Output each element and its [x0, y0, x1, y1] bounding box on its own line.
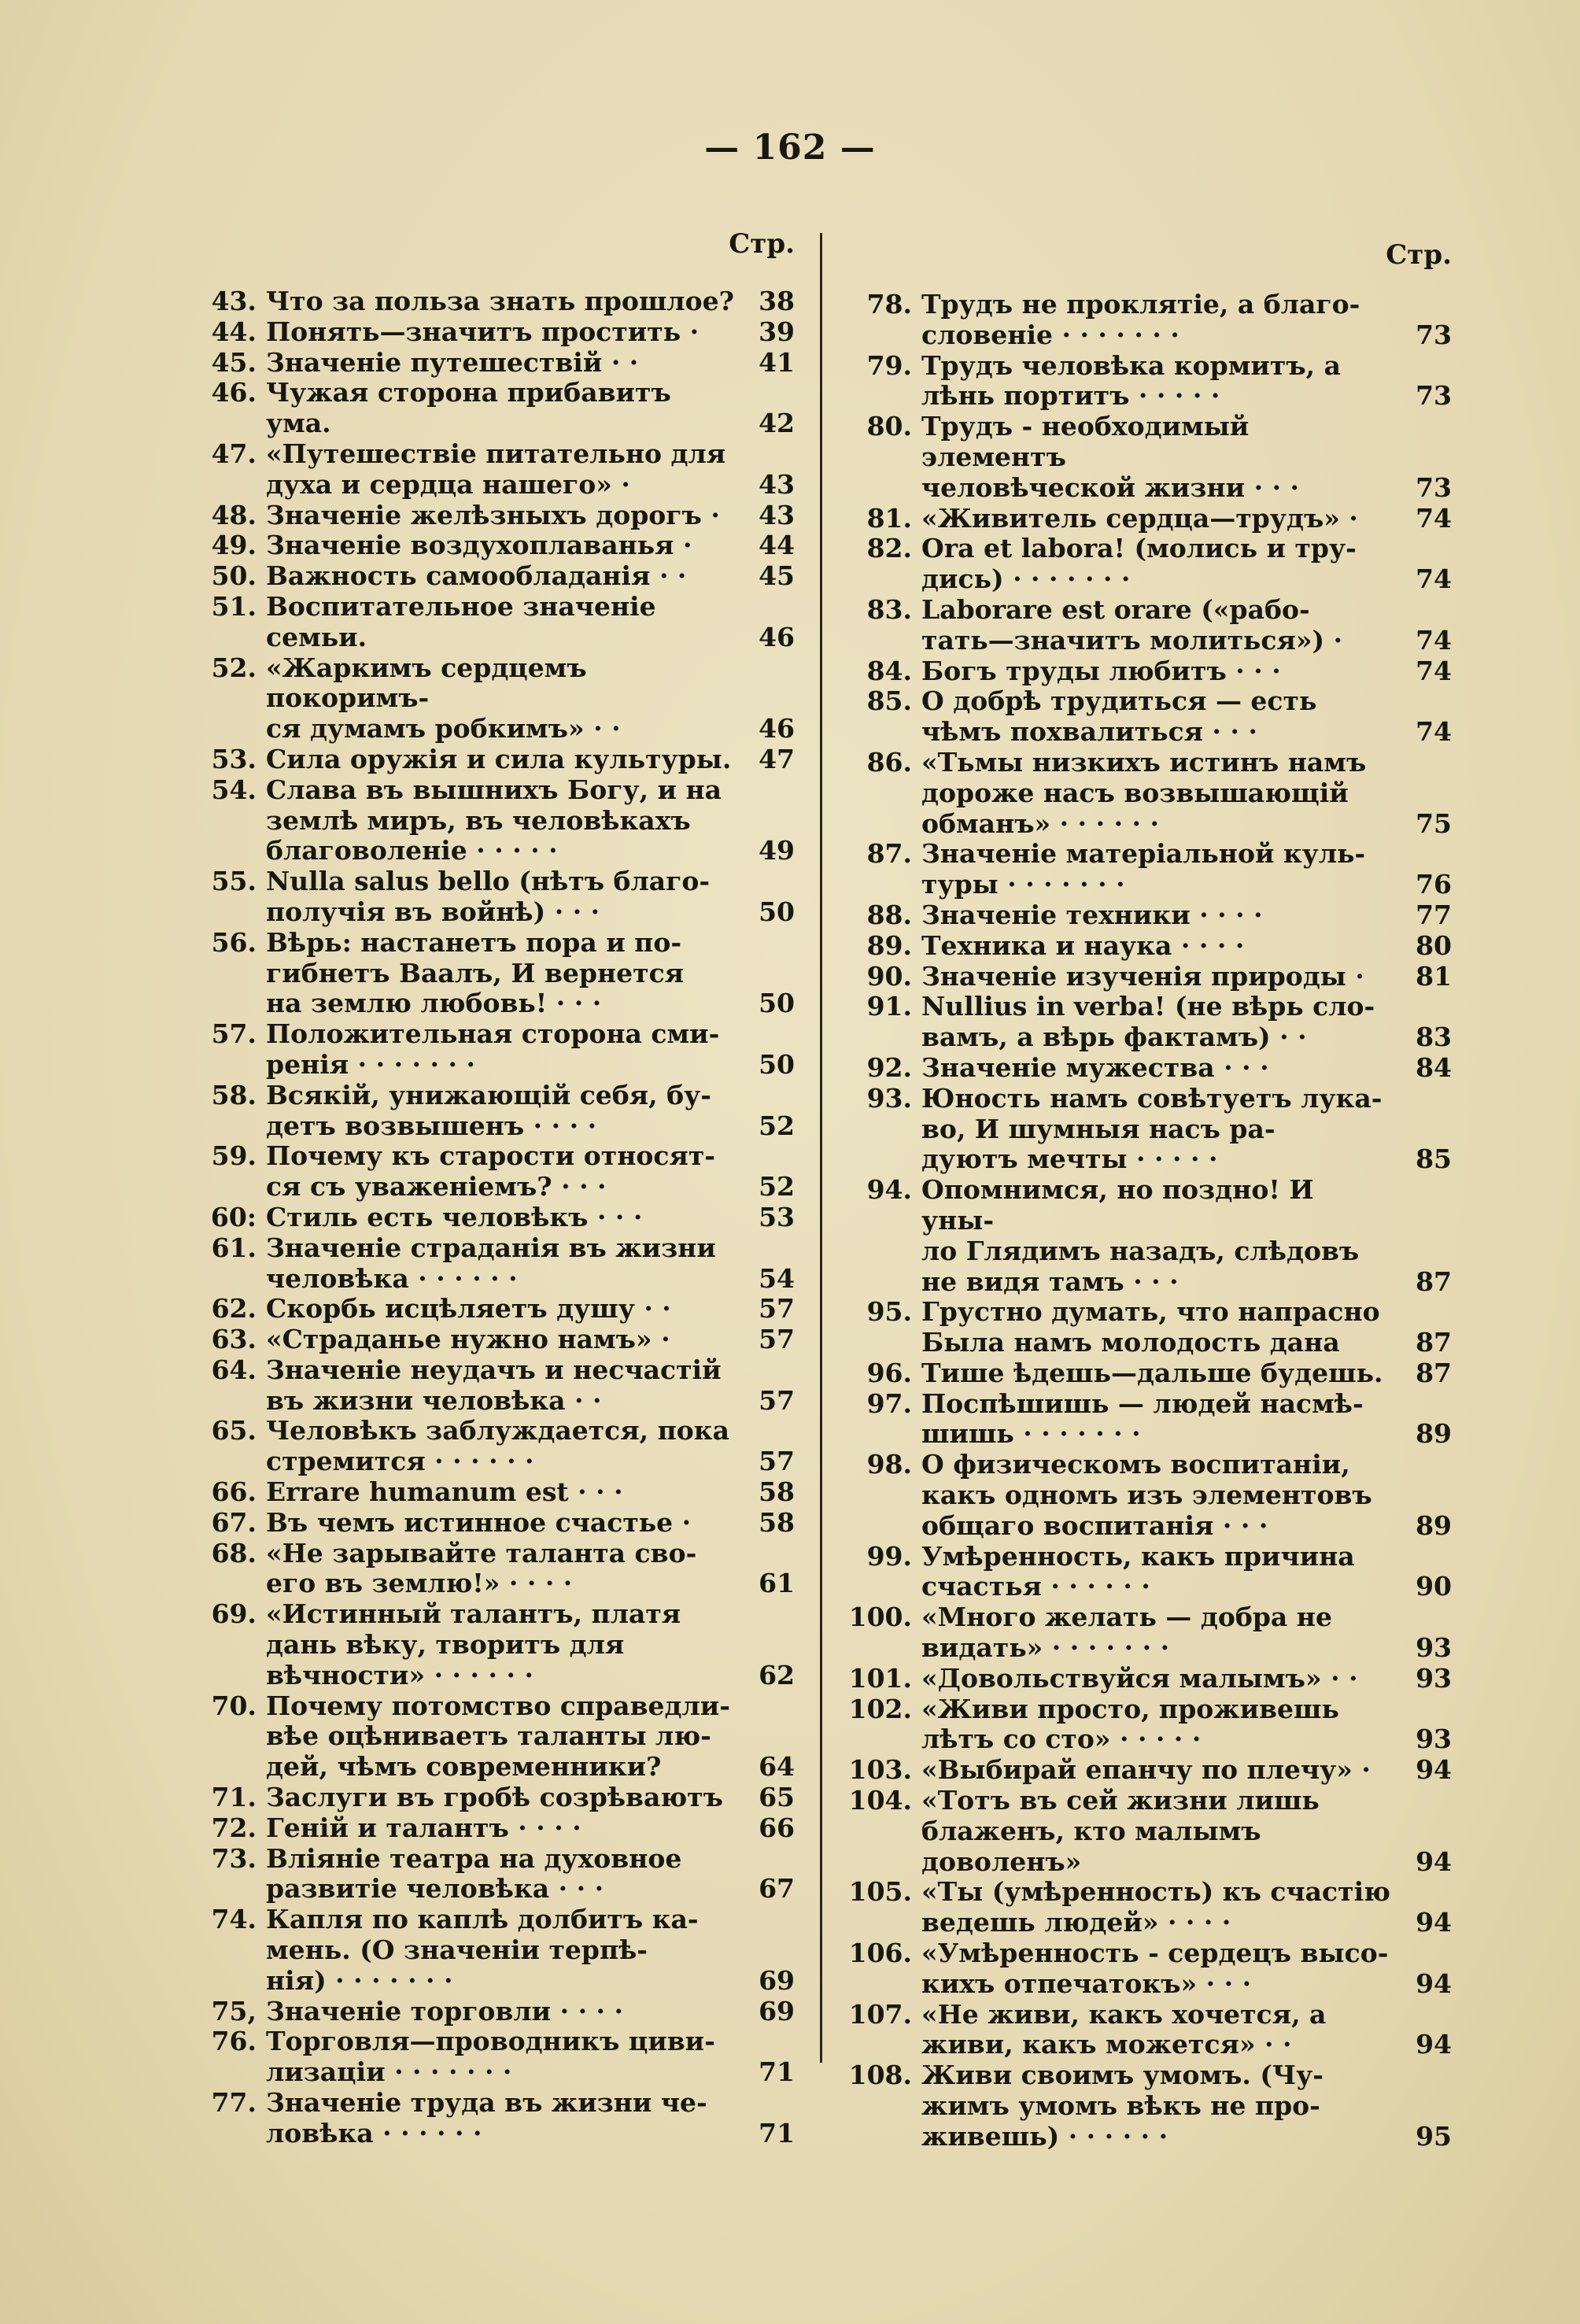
entry-title: Важность самообладанія · ·	[266, 560, 687, 592]
entry-title: Значеніе страданія въ жизни человѣка · · · · · ·	[266, 1232, 716, 1294]
entry-number: 84.	[866, 655, 912, 686]
column-divider	[820, 233, 822, 2063]
toc-entry	[206, 1599, 795, 1690]
entry-page: 74	[1416, 502, 1452, 534]
toc-entry	[854, 656, 1452, 687]
toc-entry	[854, 290, 1452, 351]
entry-title: Laborare est orare («рабо- тать—значитъ молиться») ·	[921, 593, 1343, 656]
entry-number: 54.	[211, 774, 257, 805]
entry-page: 46	[759, 713, 795, 744]
entry-page: 73	[1416, 319, 1452, 350]
toc-entry	[206, 348, 795, 379]
entry-number: 107.	[848, 1998, 912, 2030]
toc-entry	[206, 378, 795, 439]
entry-number: 65.	[211, 1415, 257, 1446]
toc-entry	[206, 928, 795, 1019]
entry-title: «Истинный талантъ, платя дань вѣку, творитъ для вѣчности» · · · · · ·	[266, 1598, 681, 1690]
entry-page: 67	[759, 1873, 795, 1905]
page-column-header: Стр.	[729, 228, 795, 260]
toc-entry	[848, 2060, 1452, 2152]
toc-entry	[206, 653, 795, 744]
entry-title: «Тотъ въ сей жизни лишь блаженъ, кто малымъ доволенъ»	[921, 1785, 1320, 1877]
entry-title: Значеніе желѣзныхъ дорогъ ·	[266, 499, 720, 530]
entry-title: «Умѣренность - сердецъ высо- кихъ отпечатокъ» · · ·	[921, 1938, 1389, 1999]
entry-number: 81.	[866, 502, 912, 534]
entry-page: 57	[759, 1384, 795, 1416]
toc-entry	[206, 439, 795, 501]
toc-entry	[206, 1508, 795, 1539]
entry-page: 75	[1416, 807, 1452, 839]
entry-page: 94	[1416, 1967, 1452, 1999]
entry-title: Значеніе матеріальной куль- туры · · · · · · ·	[921, 838, 1366, 900]
entry-number: 59.	[211, 1140, 257, 1172]
toc-entry	[854, 1297, 1452, 1358]
entry-number: 61.	[211, 1232, 257, 1263]
entry-page: 44	[759, 530, 795, 561]
entry-title: Значеніе торговли · · · ·	[266, 1995, 624, 2027]
entry-number: 105.	[848, 1876, 912, 1908]
entry-title: Стиль есть человѣкъ · · ·	[266, 1201, 643, 1232]
entry-number: 73.	[211, 1842, 257, 1874]
toc-entry	[206, 1783, 795, 1813]
entry-number: 66.	[211, 1476, 257, 1508]
entry-title: Значеніе изученія природы ·	[921, 960, 1364, 992]
entry-page: 43	[759, 468, 795, 500]
entry-page: 93	[1416, 1662, 1452, 1694]
toc-entry	[854, 839, 1452, 900]
entry-page: 80	[1416, 929, 1452, 961]
toc-entry	[854, 1542, 1452, 1603]
toc-entry	[854, 595, 1452, 656]
entry-number: 79.	[866, 349, 912, 381]
entry-page: 52	[759, 1171, 795, 1203]
entry-title: Воспитательное значеніе семьи.	[266, 590, 656, 652]
entry-title: Всякій, унижающій себя, бу- детъ возвышенъ · · · ·	[266, 1079, 711, 1141]
entry-title: Ora et labora! (молись и тру- дись) · · · · · · ·	[921, 533, 1357, 595]
entry-page: 71	[759, 2056, 795, 2088]
entry-page: 53	[759, 1201, 795, 1232]
page-column-header: Стр.	[1386, 239, 1452, 271]
entry-number: 50.	[211, 560, 257, 592]
toc-entry	[854, 1175, 1452, 1297]
toc-entry	[854, 900, 1452, 931]
entry-number: 62.	[211, 1293, 257, 1325]
entry-number: 101.	[848, 1662, 912, 1694]
entry-page: 84	[1416, 1051, 1452, 1083]
toc-entry	[206, 2088, 795, 2149]
entry-title: Почему потомство справедли- вѣе оцѣниваетъ таланты лю- дей, чѣмъ современники?	[266, 1690, 730, 1783]
entry-title: Вѣрь: настанетъ пора и по- гибнетъ Ваалъ, И вернется на землю любовь! · · ·	[266, 926, 685, 1019]
entry-number: 102.	[848, 1693, 912, 1724]
entry-title: «Не живи, какъ хочется, а живи, какъ можется» · ·	[921, 1998, 1327, 2060]
entry-page: 87	[1416, 1327, 1452, 1358]
entry-page: 50	[759, 988, 795, 1019]
entry-number: 57.	[211, 1018, 257, 1050]
entry-number: 64.	[211, 1354, 257, 1385]
toc-entry	[206, 1416, 795, 1477]
entry-number: 97.	[866, 1387, 912, 1419]
entry-number: 74.	[211, 1904, 257, 1935]
entry-title: Опомнимся, но поздно! И уны- ло Глядимъ назадъ, слѣдовъ не видя тамъ · · ·	[921, 1174, 1360, 1297]
entry-title: Сила оружія и сила культуры.	[266, 743, 732, 774]
entry-number: 63.	[211, 1324, 257, 1355]
toc-entry	[848, 1754, 1452, 1786]
toc-entry	[848, 1785, 1452, 1877]
toc-entry	[206, 1141, 795, 1203]
entry-number: 47.	[211, 438, 257, 469]
toc-entry	[206, 1539, 795, 1600]
entry-title: Nullius in verba! (не вѣрь сло- вамъ, а вѣрь фактамъ) · ·	[921, 991, 1375, 1053]
entry-title: Понять—значитъ простить ·	[266, 316, 700, 347]
entry-number: 78.	[866, 289, 912, 320]
toc-entry	[206, 1294, 795, 1325]
entry-page: 73	[1416, 380, 1452, 412]
entry-title: Техника и наука · · · ·	[921, 929, 1245, 961]
page-number: — 162 —	[704, 127, 876, 168]
entry-title: Живи своимъ умомъ. (Чу- жимъ умомъ вѣкъ не про- живешь) · · · · · ·	[921, 2060, 1323, 2152]
entry-number: 85.	[866, 685, 912, 717]
entry-title: Значеніе путешествій · ·	[266, 346, 639, 378]
entry-number: 68.	[211, 1537, 257, 1568]
toc-entry	[206, 592, 795, 653]
toc-entry	[206, 1997, 795, 2027]
entry-number: 104.	[848, 1785, 912, 1816]
toc-entry	[848, 1938, 1452, 2000]
entry-page: 46	[759, 621, 795, 652]
entry-number: 48.	[211, 499, 257, 530]
entry-title: Заслуги въ гробѣ созрѣваютъ	[266, 1782, 723, 1813]
entry-number: 69.	[211, 1598, 257, 1630]
entry-number: 44.	[211, 316, 257, 347]
entry-page: 49	[759, 835, 795, 866]
entry-number: 87.	[866, 838, 912, 870]
entry-page: 95	[1416, 2120, 1452, 2152]
toc-entry	[206, 1905, 795, 1996]
entry-title: Человѣкъ заблуждается, пока стремится · · · · · ·	[266, 1415, 729, 1477]
toc-entry	[848, 1998, 1452, 2061]
entry-page: 74	[1416, 655, 1452, 686]
entry-page: 39	[759, 316, 795, 347]
entry-page: 83	[1416, 1022, 1452, 1053]
entry-page: 69	[759, 1964, 795, 1996]
toc-entry	[206, 744, 795, 775]
toc-entry	[854, 351, 1452, 412]
entry-page: 41	[759, 346, 795, 378]
toc-entry	[206, 1081, 795, 1142]
entry-title: «Живи просто, проживешь лѣтъ со сто» · · · · ·	[921, 1693, 1339, 1755]
entry-page: 77	[1416, 899, 1452, 930]
entry-title: «Тьмы низкихъ истинъ намъ дороже насъ возвышающій обманъ» · · · · · ·	[921, 746, 1367, 839]
entry-number: 70.	[211, 1690, 257, 1721]
entry-number: 80.	[866, 411, 912, 442]
entry-title: Значеніе мужества · · ·	[921, 1051, 1269, 1083]
toc-entry	[854, 748, 1452, 839]
entry-number: 88.	[866, 899, 912, 930]
entry-title: Трудъ человѣка кормитъ, а лѣнь портитъ · · · · ·	[921, 349, 1341, 412]
entry-title: Торговля—проводникъ циви- лизаціи · · · · · · ·	[266, 2026, 715, 2088]
entry-title: Богъ труды любитъ · · ·	[921, 655, 1281, 686]
entry-title: О добрѣ трудиться — есть чѣмъ похвалиться · · ·	[921, 685, 1317, 748]
toc-entry	[848, 1876, 1452, 1938]
entry-number: 45.	[211, 346, 257, 378]
entry-number: 96.	[866, 1357, 912, 1388]
entry-title: Чужая сторона прибавитъ ума.	[266, 377, 671, 439]
entry-number: 55.	[211, 866, 257, 897]
entry-title: Скорбь исцѣляетъ душу · ·	[266, 1293, 671, 1325]
entry-page: 87	[1416, 1265, 1452, 1297]
entry-title: «Ты (умѣренность) къ счастію ведешь людей» · · · ·	[921, 1876, 1390, 1938]
entry-page: 62	[759, 1659, 795, 1690]
entry-page: 43	[759, 499, 795, 530]
entry-number: 58.	[211, 1079, 257, 1110]
entry-page: 38	[759, 286, 795, 316]
entry-page: 94	[1416, 1846, 1452, 1877]
entry-page: 61	[759, 1568, 795, 1599]
toc-entry	[854, 686, 1452, 748]
entry-title: Трудъ не проклятіе, а благо- словеніе · · · · · · ·	[921, 289, 1360, 350]
entry-number: 99.	[866, 1540, 912, 1572]
entry-page: 64	[759, 1751, 795, 1783]
entry-title: Капля по каплѣ долбитъ ка- мень. (О значеніи терпѣ- нія) · · · · · · ·	[266, 1904, 699, 1996]
entry-title: «Выбирай епанчу по плечу» ·	[921, 1754, 1371, 1786]
entry-number: 46.	[211, 377, 257, 408]
entry-number: 71.	[211, 1782, 257, 1813]
entry-number: 72.	[211, 1812, 257, 1843]
entry-title: Значеніе неудачъ и несчастій въ жизни человѣка · ·	[266, 1354, 722, 1416]
toc-entry	[848, 1693, 1452, 1756]
entry-page: 87	[1416, 1357, 1452, 1388]
toc-entry	[206, 1691, 795, 1783]
entry-title: «Путешествіе питательно для духа и сердца нашего» ·	[266, 438, 726, 500]
entry-title: Юность намъ совѣтуетъ лука- во, И шумныя насъ ра- дуютъ мечты · · · · ·	[921, 1082, 1382, 1175]
entry-page: 42	[759, 408, 795, 439]
toc-entry	[206, 1233, 795, 1295]
entry-title: «Живитель сердца—трудъ» ·	[921, 502, 1358, 534]
entry-title: Трудъ - необходимый элементъ человѣческой жизни · · ·	[921, 411, 1300, 503]
entry-page: 74	[1416, 563, 1452, 595]
entry-page: 57	[759, 1293, 795, 1325]
entry-number: 86.	[866, 746, 912, 778]
entry-number: 56.	[211, 926, 257, 958]
toc-entry	[206, 2027, 795, 2088]
toc-entry	[854, 534, 1452, 595]
entry-number: 49.	[211, 530, 257, 561]
entry-number: 89.	[866, 929, 912, 961]
toc-entry	[206, 1844, 795, 1905]
entry-number: 83.	[866, 593, 912, 625]
entry-number: 91.	[866, 991, 912, 1022]
entry-page: 94	[1416, 2029, 1452, 2060]
entry-page: 52	[759, 1110, 795, 1141]
entry-title: Вліяніе театра на духовное развитіе человѣка · · ·	[266, 1842, 682, 1905]
entry-number: 60:	[210, 1201, 257, 1232]
entry-title: О физическомъ воспитаніи, какъ одномъ изъ элементовъ общаго воспитанія · · ·	[921, 1449, 1372, 1541]
toc-entry	[206, 1019, 795, 1081]
entry-title: Тише ѣдешь—дальше будешь.	[921, 1357, 1383, 1388]
toc-entry	[206, 1325, 795, 1355]
entry-number: 100.	[848, 1602, 912, 1633]
entry-page: 50	[759, 896, 795, 927]
entry-title: «Жаркимъ сердцемъ покоримъ- ся думамъ робкимъ» · ·	[266, 652, 621, 744]
entry-page: 93	[1416, 1724, 1452, 1755]
toc-entry	[854, 1053, 1452, 1084]
entry-page: 89	[1416, 1418, 1452, 1450]
entry-number: 51.	[211, 590, 257, 622]
entry-page: 85	[1416, 1144, 1452, 1175]
entry-title: Errare humanum est · · ·	[266, 1476, 623, 1508]
toc-entry	[854, 1358, 1452, 1389]
toc-entry	[206, 775, 795, 866]
entry-title: Положительная сторона сми- ренія · · · · · · ·	[266, 1018, 720, 1080]
entry-title: Поспѣшишь — людей насмѣ- шишь · · · · · · ·	[921, 1387, 1364, 1450]
entry-number: 106.	[848, 1938, 912, 1969]
entry-title: «Не зарывайте таланта сво- его въ землю!» · · · ·	[266, 1537, 697, 1599]
entry-title: Что за польза знать прошлое?	[266, 286, 735, 316]
entry-number: 90.	[866, 960, 912, 992]
entry-title: Значеніе воздухоплаванья ·	[266, 530, 692, 561]
toc-entry	[854, 1084, 1452, 1175]
entry-number: 52.	[211, 652, 257, 683]
toc-entry	[206, 1203, 795, 1233]
entry-title: «Довольствуйся малымъ» · ·	[921, 1662, 1358, 1694]
entry-page: 94	[1416, 1754, 1452, 1786]
entry-page: 81	[1416, 960, 1452, 992]
entry-page: 47	[759, 743, 795, 774]
toc-entry	[206, 530, 795, 561]
toc-entry	[848, 1602, 1452, 1664]
entry-number: 103.	[848, 1754, 912, 1786]
toc-entry	[854, 1450, 1452, 1541]
entry-number: 95.	[866, 1296, 912, 1328]
entry-title: Въ чемъ истинное счастье ·	[266, 1506, 692, 1538]
entry-page: 58	[759, 1476, 795, 1508]
entry-title: «Страданье нужно намъ» ·	[266, 1324, 670, 1355]
entry-page: 50	[759, 1048, 795, 1080]
entry-page: 94	[1416, 1907, 1452, 1938]
entry-number: 76.	[211, 2026, 257, 2057]
entry-number: 75,	[211, 1995, 257, 2027]
entry-number: 94.	[866, 1174, 912, 1206]
entry-page: 66	[759, 1812, 795, 1843]
entry-title: Почему къ старости относят- ся съ уваженіемъ? · · ·	[266, 1140, 715, 1203]
toc-entry	[848, 1662, 1452, 1694]
toc-entry	[206, 866, 795, 928]
entry-title: Слава въ вышнихъ Богу, и на землѣ миръ, въ человѣкахъ благоволеніе · · · · ·	[266, 774, 722, 866]
toc-entry	[854, 931, 1452, 962]
entry-number: 98.	[866, 1449, 912, 1480]
entry-title: Значеніе труда въ жизни че- ловѣка · · · · · ·	[266, 2087, 707, 2148]
toc-entry	[206, 561, 795, 592]
entry-title: Геній и талантъ · · · ·	[266, 1812, 581, 1843]
entry-page: 76	[1416, 869, 1452, 900]
entry-number: 53.	[211, 743, 257, 774]
toc-entry	[854, 992, 1452, 1053]
toc-entry	[206, 1813, 795, 1844]
entry-page: 93	[1416, 1632, 1452, 1664]
entry-title: Умѣренность, какъ причина счастья · · · · · ·	[921, 1540, 1355, 1602]
toc-entry	[206, 1477, 795, 1508]
entry-title: «Много желать — добра не видать» · · · · · · ·	[921, 1602, 1332, 1664]
toc-entry	[854, 962, 1452, 992]
entry-page: 54	[759, 1262, 795, 1294]
entry-page: 58	[759, 1506, 795, 1538]
entry-page: 74	[1416, 716, 1452, 748]
entry-number: 67.	[211, 1506, 257, 1538]
entry-page: 90	[1416, 1571, 1452, 1602]
toc-entry	[854, 412, 1452, 503]
toc-entry	[854, 1389, 1452, 1450]
entry-number: 108.	[848, 2060, 912, 2091]
entry-title: Nulla salus bello (нѣтъ благо- получія въ войнѣ) · · ·	[266, 866, 711, 927]
toc-entry	[206, 501, 795, 531]
toc-entry	[206, 317, 795, 348]
entry-title: Грустно думать, что напрасно Была намъ молодость дана	[921, 1296, 1380, 1358]
entry-page: 71	[759, 2117, 795, 2148]
entry-page: 45	[759, 560, 795, 592]
entry-page: 74	[1416, 624, 1452, 656]
entry-number: 77.	[211, 2087, 257, 2119]
entry-page: 65	[759, 1782, 795, 1813]
toc-entry	[206, 286, 795, 317]
entry-number: 82.	[866, 533, 912, 564]
entry-page: 57	[759, 1324, 795, 1355]
toc-list-left	[206, 286, 795, 2149]
entry-number: 93.	[866, 1082, 912, 1114]
entry-page: 89	[1416, 1509, 1452, 1541]
entry-page: 57	[759, 1446, 795, 1477]
toc-entry	[854, 504, 1452, 534]
entry-page: 73	[1416, 471, 1452, 503]
toc-entry	[206, 1355, 795, 1417]
entry-title: Значеніе техники · · · ·	[921, 899, 1263, 930]
toc-list-right	[848, 289, 1452, 2152]
entry-number: 92.	[866, 1051, 912, 1083]
entry-number: 43.	[211, 286, 257, 316]
entry-page: 69	[759, 1995, 795, 2027]
